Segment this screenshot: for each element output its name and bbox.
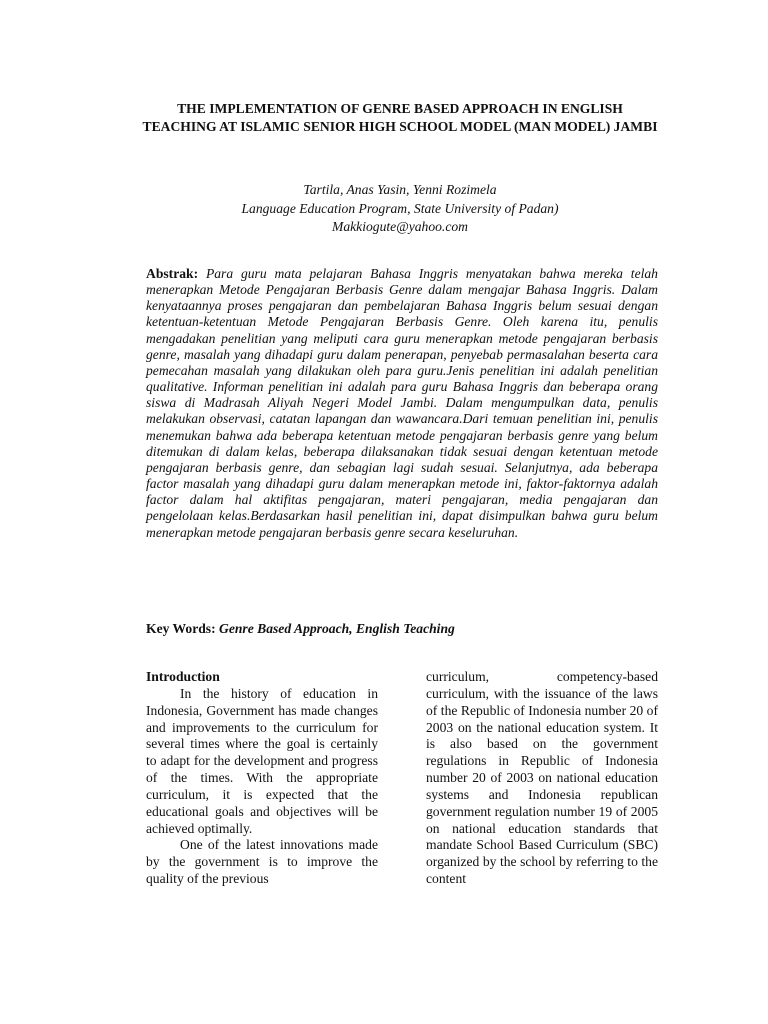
abstract-label: Abstrak: <box>146 266 199 281</box>
author-names: Tartila, Anas Yasin, Yenni Rozimela <box>303 182 497 197</box>
introduction-paragraph-1: In the history of education in Indonesia, Government has made changes and improvements to the curriculum for several times where the goal is certainly to adapt for the development and progress of the times. With the appropriate curriculum, it is expected that the educational goals and objectives will be achieved optimally. <box>146 685 378 836</box>
introduction-paragraph-continued: curriculum, competency-based curriculum, with the issuance of the laws of the Republic of Indonesia number 20 of 2003 on the national education system. It is also based on the government regulations in Republic of Indonesia number 20 of 2003 on national education systems and Indonesia republican government regulation number 19 of 2005 on national education standards that mandate School Based Curriculum (SBC) organized by the school by referring to the content <box>426 669 658 887</box>
author-block <box>140 181 660 237</box>
introduction-paragraph-2: One of the latest innovations made by the government is to improve the quality of the previous <box>146 837 378 887</box>
keywords-label: Key Words: <box>146 621 216 636</box>
paper-title: THE IMPLEMENTATION OF GENRE BASED APPROACH IN ENGLISH TEACHING AT ISLAMIC SENIOR HIGH SCHOOL MODEL (MAN MODEL) JAMBI <box>142 101 658 134</box>
author-affiliation: Language Education Program, State University of Padan) <box>241 200 559 216</box>
keywords-value: Genre Based Approach, English Teaching <box>219 621 455 636</box>
keywords <box>146 620 658 637</box>
abstract <box>146 266 658 541</box>
right-column <box>426 669 658 888</box>
left-column <box>146 669 378 888</box>
author-email: Makkiogute@yahoo.com <box>332 219 468 234</box>
section-heading-introduction: Introduction <box>146 669 220 684</box>
abstract-text: Para guru mata pelajaran Bahasa Inggris menyatakan bahwa mereka telah menerapkan Metode Pengajaran Berbasis Genre dalam mengajar Bahasa Inggris. Dalam kenyataannya proses pengajaran dan pembelajaran Bahasa Inggris belum sesuai dengan ketentuan-ketentuan Metode Pengajaran Berbasis Genre. Oleh karena itu, penulis mengadakan penelitian yang meliputi cara guru menerapkan metode pengajaran berbasis genre, masalah yang dihadapi guru dalam penerapan, penyebab permasalahan beserta cara pemecahan masalah yang dilakukan oleh para guru.Jenis penelitian ini adalah penelitian qualitative. Informan penelitian ini adalah para guru Bahasa Inggris dan beberapa orang siswa di Madrasah Aliyah Negeri Model Jambi. Dalam mengumpulkan data, penulis melakukan observasi, catatan lapangan dan wawancara.Dari temuan penelitian ini, penulis menemukan bahwa ada beberapa ketentuan metode pengajaran berbasis genre yang belum ditemukan di dalam kelas, beberapa dilaksanakan tidak sesuai dengan ketentuan metode pengajaran berbasis genre, dan sebagian lagi sudah sesuai. Selanjutnya, ada beberapa factor masalah yang dihadapi guru dalam menerapkan metode ini, faktor-faktornya adalah factor dalam hal aktifitas pengajaran, materi pengajaran, media pengajaran dan pengelolaan kelas.Berdasarkan hasil penelitian ini, dapat disimpulkan bahwa guru belum menerapkan metode pengajaran berbasis genre secara keseluruhan. <box>146 266 658 540</box>
